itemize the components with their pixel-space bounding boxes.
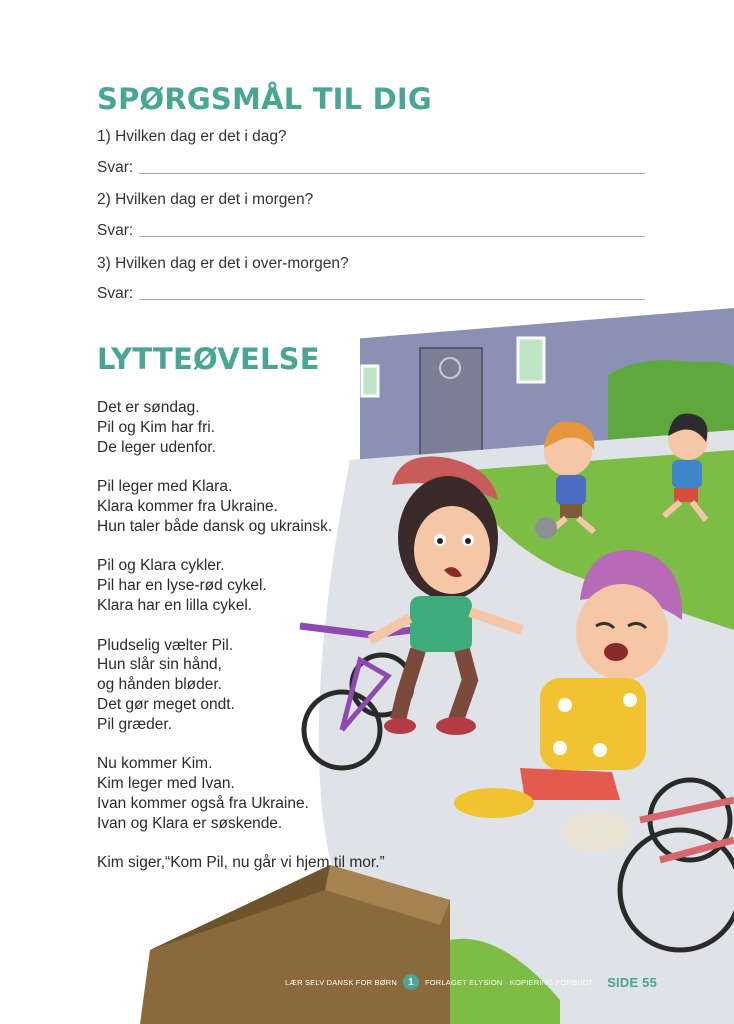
story-paragraph [97, 398, 385, 457]
answer-line[interactable] [139, 173, 645, 174]
story-paragraph [97, 477, 385, 536]
story-line: Pludselig vælter Pil. [97, 636, 234, 654]
story-paragraph [97, 636, 385, 735]
story-line: Det er søndag. [97, 399, 200, 416]
page-number: SIDE 55 [607, 974, 658, 990]
page-footer [285, 972, 657, 992]
story-line: Klara har en lilla cykel. [97, 596, 253, 614]
story-line: Pil har en lyse-rød cykel. [97, 577, 267, 595]
story-line: Klara kommer fra Ukraine. [97, 497, 278, 515]
story-line: Pil og Kim har fri. [97, 418, 216, 436]
answer-line[interactable] [139, 299, 645, 300]
story-line: Kim siger,“Kom Pil, nu går vi hjem til mor.” [97, 854, 385, 872]
listening-heading: LYTTEØVELSE [97, 342, 320, 376]
question-1: 1) Hvilken dag er det i dag? [97, 128, 287, 145]
answer-label: Svar: [97, 285, 134, 302]
answer-label: Svar: [97, 159, 134, 176]
story-line: Ivan og Klara er søskende. [97, 814, 283, 832]
answer-row-2[interactable] [97, 220, 645, 240]
story-line: Hun slår sin hånd, [97, 656, 222, 674]
story-paragraph [97, 853, 385, 873]
answer-row-1[interactable] [97, 157, 645, 177]
story-paragraph [97, 754, 385, 833]
question-3: 3) Hvilken dag er det i over-morgen? [97, 255, 349, 272]
story-line: Nu kommer Kim. [97, 755, 213, 773]
story-line: Kim leger med Ivan. [97, 775, 235, 793]
answer-row-3[interactable] [97, 283, 645, 303]
door [420, 348, 482, 460]
story-line: Pil og Klara cykler. [97, 557, 225, 575]
story-line: De leger udenfor. [97, 438, 216, 456]
story-line: Pil leger med Klara. [97, 478, 233, 496]
window [518, 338, 544, 382]
story-line: Det gør meget ondt. [97, 695, 235, 713]
question-2: 2) Hvilken dag er det i morgen? [97, 191, 314, 208]
questions-heading: SPØRGSMÅL TIL DIG [97, 82, 432, 116]
story-line: Pil græder. [97, 715, 172, 733]
volume-badge: 1 [403, 974, 419, 990]
story-line: Ivan kommer også fra Ukraine. [97, 794, 309, 812]
publisher-note: FORLAGET ELYSION · KOPIERING FORBUDT [424, 977, 594, 987]
story-line: Hun taler både dansk og ukrainsk. [97, 517, 333, 535]
story-line: og hånden bløder. [97, 676, 222, 694]
book-title: LÆR SELV DANSK FOR BØRN [285, 977, 397, 987]
story-text [97, 398, 385, 893]
answer-line[interactable] [139, 236, 645, 237]
answer-label: Svar: [97, 222, 134, 239]
story-paragraph [97, 556, 385, 615]
